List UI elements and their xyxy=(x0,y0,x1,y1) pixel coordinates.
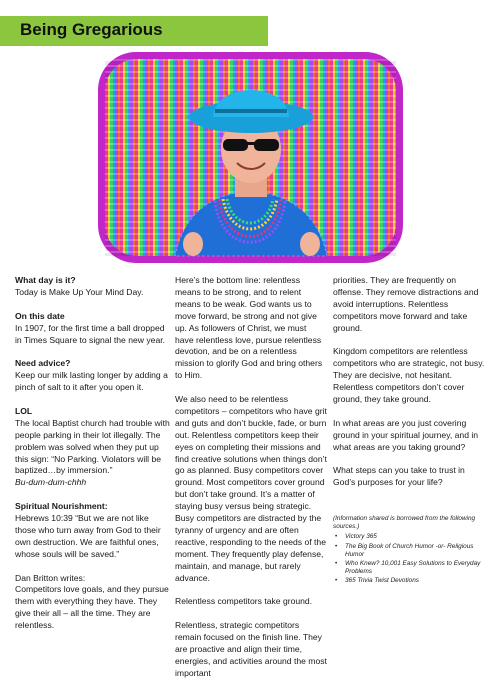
spiritual-nourishment-text: Hebrews 10:39 “But we are not like those who turn away from God to their own destruction. We are faithful ones, whose souls will be saved.” xyxy=(15,513,161,559)
what-day-text: Today is Make Up Your Mind Day. xyxy=(15,286,144,297)
britton-section xyxy=(15,573,170,633)
col3-paragraph-4: What steps can you take to trust in God’s purposes for your life? xyxy=(333,465,465,488)
col3-paragraph-1: priorities. They are frequently on offense. They remove distractions and avoid interruptions. Relentless competitors move forward and take ground. xyxy=(333,275,479,333)
spiritual-nourishment-label: Spiritual Nourishment: xyxy=(15,501,108,512)
column-1 xyxy=(15,275,170,644)
advice-section xyxy=(15,358,170,394)
col3-paragraph-3: In what areas are you just covering ground in your spiritual journey, and in what areas are you taking ground? xyxy=(333,417,479,452)
source-item: • The Big Book of Church Humor -or- Religious Humor xyxy=(333,543,493,559)
photo-frame xyxy=(98,52,403,263)
advice-text: Keep our milk lasting longer by adding a pinch of salt to it after you open it. xyxy=(15,370,168,393)
col2-paragraph-1: Here’s the bottom line: relentless means to be strong, and to relent means to be weak. God wants us to move forward, be strong and not give up. As followers of Christ, we must have relentless love, pursue relentless devotion, and be on a relentless mission to glorify God and bring others to Him. xyxy=(175,275,323,381)
title-bar xyxy=(0,16,268,46)
photo xyxy=(105,59,396,256)
col2-paragraph-4: Relentless, strategic competitors remain focused on the finish line. They are proactive and align their time, energies, and activities around the most important xyxy=(175,620,327,678)
spiritual-nourishment-section xyxy=(15,501,170,561)
col2-paragraph-3: Relentless competitors take ground. xyxy=(175,596,313,607)
sources-block xyxy=(333,515,493,587)
source-item: • 365 Trivia Twist Devotions xyxy=(333,577,493,585)
sources-intro: (Information shared is borrowed from the following sources.) xyxy=(333,515,476,531)
on-this-date-section xyxy=(15,311,170,347)
lol-punchline: Bu-dum-dum-chhh xyxy=(15,477,87,488)
on-this-date-text: In 1907, for the first time a ball dropped in Times Square to signal the new year. xyxy=(15,322,165,345)
person-illustration xyxy=(105,59,396,256)
column-3 xyxy=(333,275,485,501)
source-item: • Victory 365 xyxy=(333,533,493,541)
page-title: Being Gregarious xyxy=(20,20,163,39)
col3-paragraph-2: Kingdom competitors are relentless competitors who are strategic, not busy. They are decisive, not hesitant. Relentless competitors don’t cover ground, they take ground. xyxy=(333,346,485,405)
column-2 xyxy=(175,275,327,692)
what-day-section xyxy=(15,275,170,299)
sources-list xyxy=(333,533,493,585)
on-this-date-label: On this date xyxy=(15,310,65,321)
what-day-label: What day is it? xyxy=(15,275,76,285)
lol-section xyxy=(15,406,170,489)
lol-label: LOL xyxy=(15,405,33,416)
col2-paragraph-2: We also need to be relentless competitors – competitors who have grit and guts and don’t buckle, fade, or burn out. Relentless competitors keep their eyes on completing their missions and find creative solutions when things don’t go as planned. Busy competitors cover ground. Most competitors cover ground but don’t take ground. It’s a matter of staying busy versus being strategic. Busy competitors are distracted by the tyranny of urgency and are often reactive, responding to the needs of the moment. They frequently play defense, maintain, and manage, but rarely advance. xyxy=(175,394,327,583)
britton-heading: Dan Britton writes: xyxy=(15,572,86,583)
source-item: • Who Knew? 10,001 Easy Solutions to Everyday Problems xyxy=(333,560,493,576)
lol-text: The local Baptist church had trouble with people parking in their lot illegally. The problem was solved when they put up this sign: “No Parking. Violators will be baptized…by immersion.” xyxy=(15,417,170,476)
britton-text: Competitors love goals, and they pursue them with everything they have. They give their all – all the time. They are relentless. xyxy=(15,584,169,631)
advice-label: Need advice? xyxy=(15,358,71,369)
